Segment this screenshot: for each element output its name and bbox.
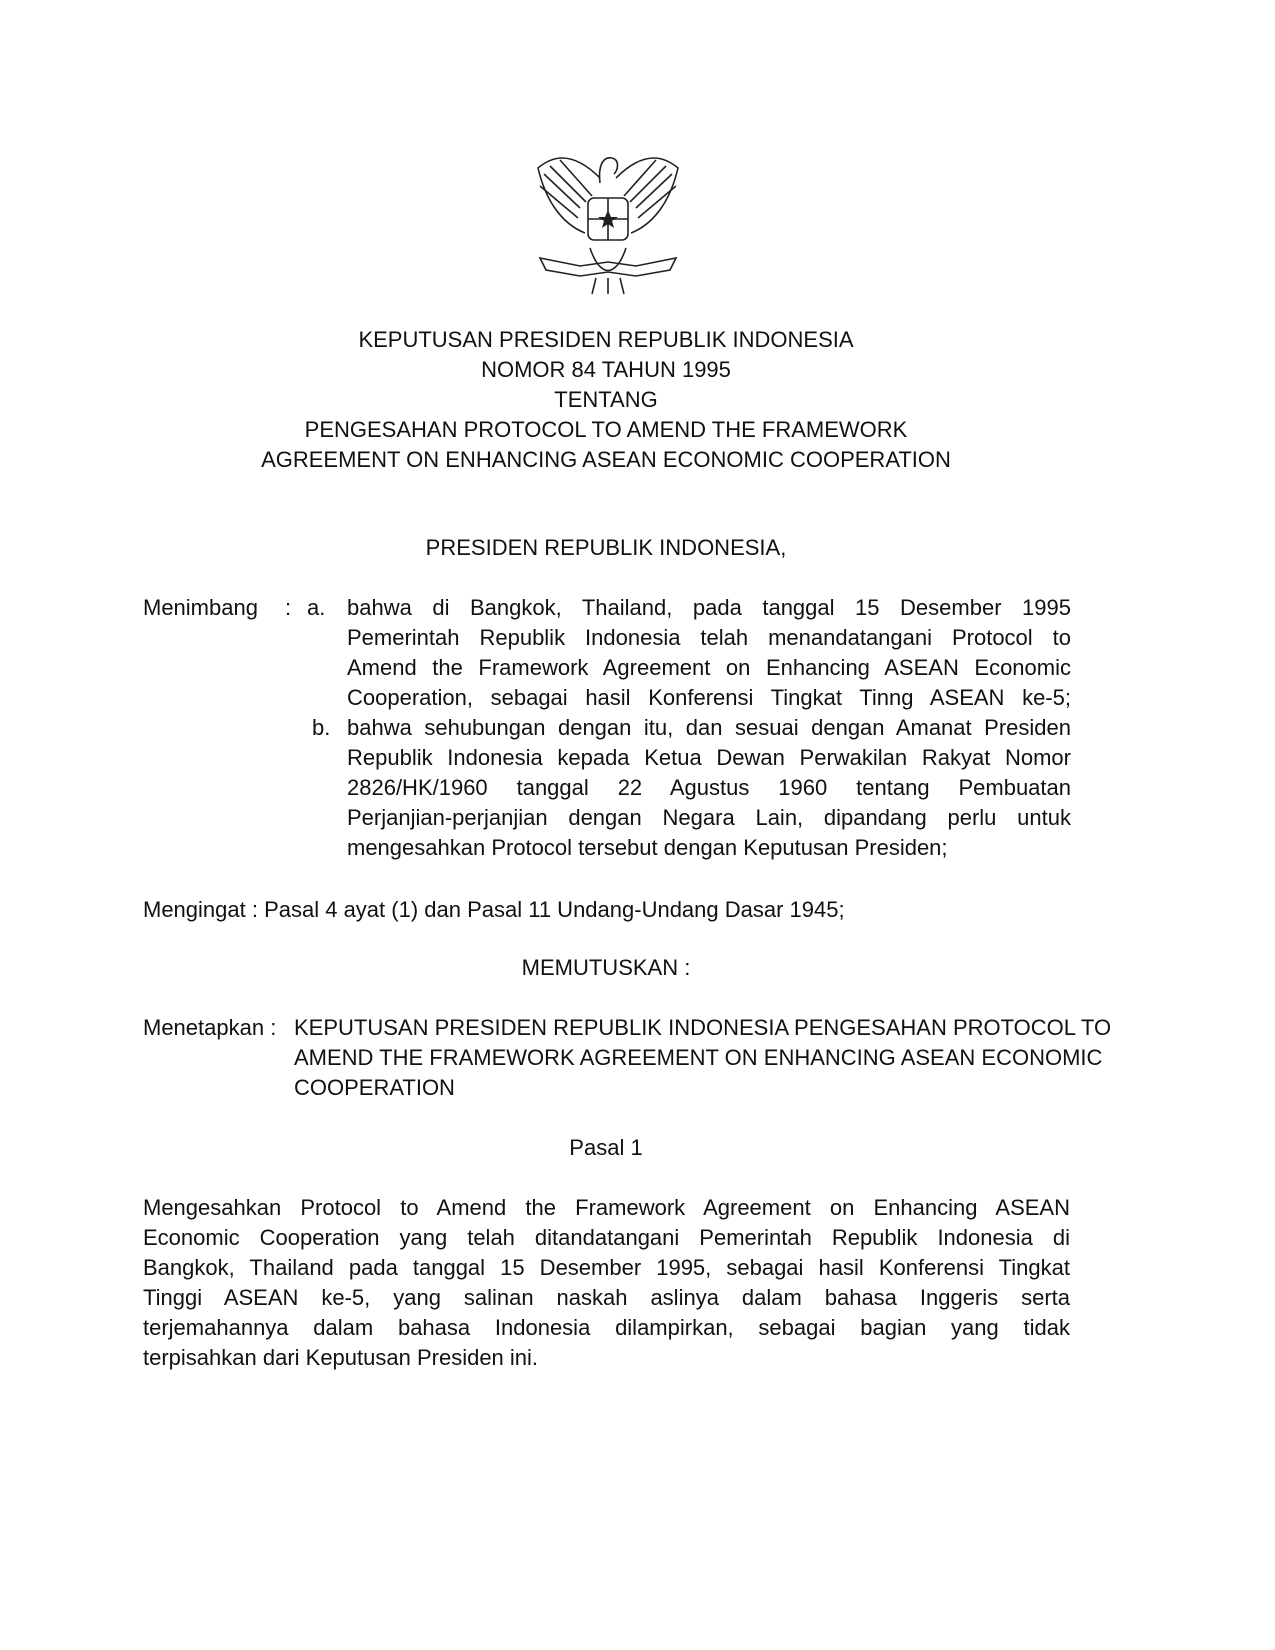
text-line: Cooperation, sebagai hasil Konferensi Tingkat Tinng ASEAN ke-5; xyxy=(347,685,1071,710)
item-marker: b. xyxy=(312,715,331,740)
text-line: AMEND THE FRAMEWORK AGREEMENT ON ENHANCING ASEAN ECONOMIC xyxy=(294,1045,1103,1070)
text-line: bahwa di Bangkok, Thailand, pada tanggal 15 Desember 1995 xyxy=(347,595,1071,620)
text-line: Republik Indonesia kepada Ketua Dewan Perwakilan Rakyat Nomor xyxy=(347,745,1071,770)
memutuskan-heading: MEMUTUSKAN : xyxy=(521,955,691,980)
text-line: terjemahannya dalam bahasa Indonesia dilampirkan, sebagai bagian yang tidak xyxy=(143,1315,1070,1340)
text-line: terpisahkan dari Keputusan Presiden ini. xyxy=(143,1345,539,1370)
text-line: COOPERATION xyxy=(294,1075,455,1100)
menimbang-item-a xyxy=(347,593,1071,713)
text-line: Bangkok, Thailand pada tanggal 15 Desember 1995, sebagai hasil Konferensi Tingkat xyxy=(143,1255,1070,1280)
decree-header xyxy=(0,325,1212,475)
menetapkan-label: Menetapkan : xyxy=(143,1015,277,1040)
pasal-1-body xyxy=(143,1193,1070,1373)
text-line: Mengesahkan Protocol to Amend the Framework Agreement on Enhancing ASEAN xyxy=(143,1195,1070,1220)
text-line: Amend the Framework Agreement on Enhancing ASEAN Economic xyxy=(347,655,1071,680)
menimbang-colon: : xyxy=(285,595,292,620)
header-line: KEPUTUSAN PRESIDEN REPUBLIK INDONESIA xyxy=(358,327,854,352)
item-marker: a. xyxy=(307,595,326,620)
text-line: Perjanjian-perjanjian dengan Negara Lain, dipandang perlu untuk xyxy=(347,805,1071,830)
text-line: mengesahkan Protocol tersebut dengan Keputusan Presiden; xyxy=(347,835,948,860)
menimbang-item-b xyxy=(347,713,1071,863)
header-line: NOMOR 84 TAHUN 1995 xyxy=(481,357,731,382)
mengingat-section: Mengingat : Pasal 4 ayat (1) dan Pasal 11 Undang-Undang Dasar 1945; xyxy=(143,897,845,922)
text-line: Tinggi ASEAN ke-5, yang salinan naskah aslinya dalam bahasa Inggeris serta xyxy=(143,1285,1070,1310)
pasal-1-heading: Pasal 1 xyxy=(569,1135,643,1160)
president-heading: PRESIDEN REPUBLIK INDONESIA, xyxy=(425,535,787,560)
header-line: PENGESAHAN PROTOCOL TO AMEND THE FRAMEWORK xyxy=(304,417,908,442)
menimbang-label: Menimbang xyxy=(143,595,258,620)
text-line: Economic Cooperation yang telah ditandatangani Pemerintah Republik Indonesia di xyxy=(143,1225,1070,1250)
header-line: AGREEMENT ON ENHANCING ASEAN ECONOMIC COOPERATION xyxy=(261,447,951,472)
header-line: TENTANG xyxy=(554,387,658,412)
text-line: 2826/HK/1960 tanggal 22 Agustus 1960 tentang Pembuatan xyxy=(347,775,1071,800)
text-line: Pemerintah Republik Indonesia telah menandatangani Protocol to xyxy=(347,625,1071,650)
garuda-emblem xyxy=(530,138,686,298)
text-line: bahwa sehubungan dengan itu, dan sesuai dengan Amanat Presiden xyxy=(347,715,1071,740)
text-line: KEPUTUSAN PRESIDEN REPUBLIK INDONESIA PENGESAHAN PROTOCOL TO xyxy=(294,1015,1112,1040)
